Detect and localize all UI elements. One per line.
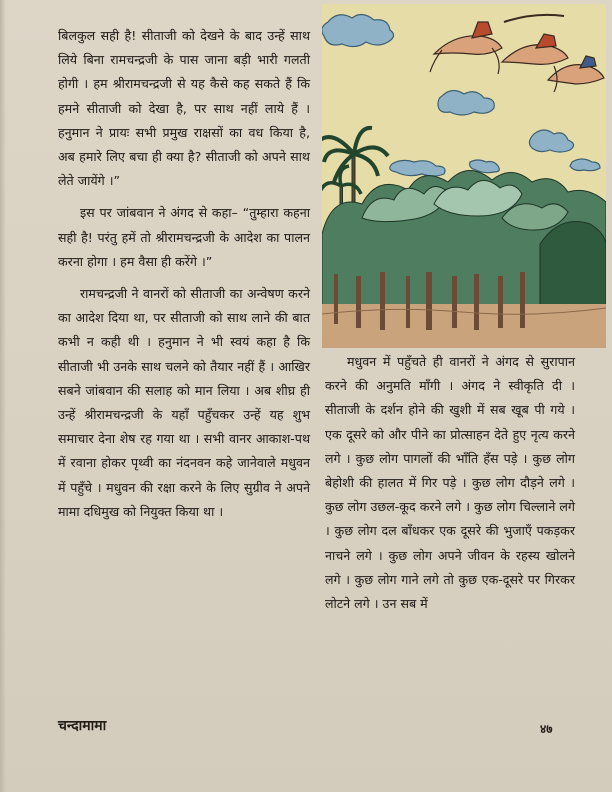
madhuvan-illustration (322, 4, 606, 348)
left-paragraph-3: रामचन्द्रजी ने वानरों को सीताजी का अन्वेषण करने का आदेश दिया था, पर सीताजी को साथ लाने की बात कभी न कही थी । हनुमान ने भी स्वयं कहा है कि सीताजी भी उनके साथ चलने को तैयार नहीं हैं । आखिर सबने जांबवान की सलाह को मान लिया । अब शीघ्र ही उन्हें श्रीरामचन्द्रजी के यहाँ पहुँचकर उन्हें यह शुभ समाचार देना शेष रह गया था । सभी वानर आकाश-पथ में रवाना होकर पृथ्वी का नंदनवन कहे जानेवाले मधुवन में पहुँचे । मधुवन की रक्षा करने के लिए सुग्रीव ने अपने मामा दधिमुख को नियुक्त किया था । (58, 286, 310, 519)
left-paragraph-2: इस पर जांबवान ने अंगद से कहा– “तुम्हारा कहना सही है! परंतु हमें तो श्रीरामचन्द्रजी के आदेश का पालन करना होगा । हम वैसा ही करेंगे ।” (58, 205, 310, 269)
right-text-column (325, 350, 575, 616)
page-fold-shadow (0, 0, 6, 792)
left-paragraph-1: बिलकुल सही है! सीताजी को देखने के बाद उन्हें साथ लिये बिना रामचन्द्रजी के पास जाना बड़ी भारी गलती होगी । हम श्रीरामचन्द्रजी से यह कैसे कह सकते हैं कि हमने सीताजी को देखा है, पर साथ नहीं लाये हैं । हनुमान ने प्रायः सभी प्रमुख राक्षसों का वध किया है, अब हमारे लिए बचा ही क्या है? सीताजी को अपने साथ लेते जायेंगे ।” (58, 28, 310, 189)
page-number: ४७ (540, 722, 553, 736)
magazine-name: चन्दामामा (58, 718, 107, 734)
left-text-column (58, 24, 310, 524)
right-paragraph-1: मधुवन में पहुँचते ही वानरों ने अंगद से सुरापान करने की अनुमति माँगी । अंगद ने स्वीकृति दी । सीताजी के दर्शन होने की खुशी में सब खूब पी गये । एक दूसरे को और पीने का प्रोत्साहन देते हुए नृत्य करने लगे । कुछ लोग पागलों की भाँति हँस पड़े । कुछ लोग बेहोशी की हालत में गिर पड़े । कुछ लोग दौड़ने लगे । कुछ लोग उछल-कूद करने लगे । कुछ लोग चिल्लाने लगे । कुछ लोग दल बाँधकर एक दूसरे की भुजाएँ पकड़कर नाचने लगे । कुछ लोग अपने जीवन के रहस्य खोलने लगे । कुछ लोग गाने लगे तो कुछ एक-दूसरे पर गिरकर लोटने लगे । उन सब में (325, 354, 575, 612)
